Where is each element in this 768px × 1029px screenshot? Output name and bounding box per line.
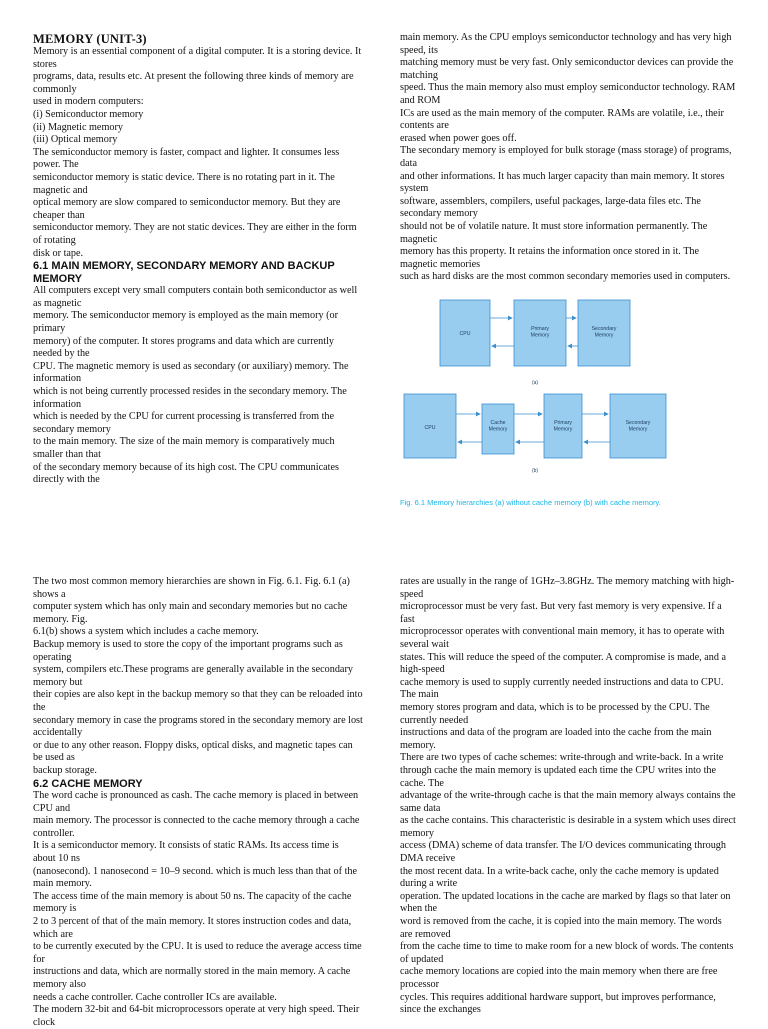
text-line: All computers except very small computers contain both semiconductor as well as magnetic xyxy=(33,285,358,309)
primary-label-a: Primary Memory xyxy=(530,326,550,339)
figure-caption: Fig. 6.1 Memory hierarchies (a) without cache memory (b) with cache memory. xyxy=(400,498,661,507)
cpu-label-b: CPU xyxy=(424,425,436,431)
secondary-label-b: Secondary Memory xyxy=(625,420,651,433)
text-line: states. This will reduce the speed of the computer. A compromise is made, and a high-speed xyxy=(400,651,727,676)
text-line: CPU. The magnetic memory is used as secondary (or auxiliary) memory. The information xyxy=(33,360,349,385)
text-line: secondary memory in case the programs stored in the secondary memory are lost accidentally xyxy=(33,714,363,739)
text-line: from the cache time to time to make room for a new block of words. The contents of updated xyxy=(400,941,734,965)
text-line: microprocessor must be very fast. But very fast memory is very expensive. If a fast xyxy=(400,601,722,625)
text-line: The two most common memory hierarchies are shown in Fig. 6.1. Fig. 6.1 (a) shows a xyxy=(33,576,350,600)
page2-left-column xyxy=(33,576,363,1029)
text-line: advantage of the write-through cache is that the main memory always contains the same data xyxy=(400,790,736,814)
text-line: system, compilers etc.These programs are generally available in the secondary memory but xyxy=(33,664,353,688)
text-line: which is not being currently processed resides in the secondary memory. The information xyxy=(33,386,347,410)
text-line: computer system which has only main and secondary memories but no cache memory. Fig. xyxy=(33,601,348,625)
text-line: access (DMA) scheme of data transfer. The I/O devices communicating through DMA receive xyxy=(400,840,726,865)
text-line: as the cache contains. This characteristic is desirable in a system which uses direct memory xyxy=(400,815,736,839)
page2-right-column xyxy=(400,576,736,1017)
text-line: backup storage. xyxy=(33,764,97,776)
text-line: which is needed by the CPU for current processing is transferred from the secondary memory xyxy=(33,411,335,435)
text-line: ICs are used as the main memory of the computer. RAMs are volatile, i.e., their contents are xyxy=(400,107,724,132)
memory-hierarchy-figure xyxy=(398,296,738,516)
section-heading: MEMORY (UNIT-3) xyxy=(33,32,147,46)
text-line: optical memory are slow compared to semiconductor memory. But they are cheaper than xyxy=(33,197,341,221)
text-line: It is a semiconductor memory. It consists of static RAMs. Its access time is about 10 ns xyxy=(33,840,339,865)
text-line: (iii) Optical memory xyxy=(33,134,118,146)
text-line: The secondary memory is employed for bulk storage (mass storage) of programs, data xyxy=(400,145,732,169)
text-line: matching memory must be very fast. Only semiconductor devices can provide the matching xyxy=(400,57,734,81)
text-line: such as hard disks are the most common secondary memories used in computers. xyxy=(400,271,731,283)
text-line: word is removed from the cache, it is copied into the main memory. The words are removed xyxy=(400,916,722,940)
text-line: (ii) Magnetic memory xyxy=(33,121,123,133)
text-line: The modern 32-bit and 64-bit microprocessors operate at very high speed. Their clock xyxy=(33,1004,360,1028)
text-line: (i) Semiconductor memory xyxy=(33,108,144,120)
text-line: their copies are also kept in the backup memory so that they can be reloaded into the xyxy=(33,689,363,713)
text-line: to be currently executed by the CPU. It is used to reduce the average access time for xyxy=(33,941,362,965)
text-line: microprocessor operates with conventional main memory, it has to operate with several wait xyxy=(400,626,725,650)
text-line: used in modern computers: xyxy=(33,96,144,108)
section-heading: 6.1 MAIN MEMORY, SECONDARY MEMORY AND BACKUP MEMORY xyxy=(33,260,335,285)
text-line: Memory is an essential component of a digital computer. It is a storing device. It stores xyxy=(33,46,362,70)
text-line: main memory. The processor is connected to the cache memory through a cache controller. xyxy=(33,815,360,839)
text-line: memory) of the computer. It stores programs and data which are currently needed by the xyxy=(33,335,334,360)
text-line: disk or tape. xyxy=(33,247,84,259)
text-line: instructions and data, which are normally stored in the main memory. A cache memory also xyxy=(33,966,351,990)
text-line: (nanosecond). 1 nanosecond = 10–9 second. which is much less than that of the main memory. xyxy=(33,865,358,890)
text-line: main memory. As the CPU employs semiconductor technology and has very high speed, its xyxy=(400,32,732,56)
text-line: programs, data, results etc. At present the following three kinds of memory are commonly xyxy=(33,71,354,95)
text-line: The semiconductor memory is faster, compact and lighter. It consumes less power. The xyxy=(33,146,340,171)
text-line: operation. The updated locations in the cache are marked by flags so that later on when the xyxy=(400,890,731,915)
text-line: erased when power goes off. xyxy=(400,132,517,144)
text-line: cycles. This requires additional hardware support, but improves performance, since the exchanges xyxy=(400,991,716,1016)
cpu-label-a: CPU xyxy=(459,331,471,337)
text-line: memory stores program and data, which is to be processed by the CPU. The currently needed xyxy=(400,701,710,726)
text-line: Backup memory is used to store the copy of the important programs such as operating xyxy=(33,638,343,663)
text-line: of the secondary memory because of its high cost. The CPU communicates directly with the xyxy=(33,461,339,486)
text-line: to the main memory. The size of the main memory is comparatively much smaller than that xyxy=(33,436,335,460)
secondary-label-a: Secondary Memory xyxy=(591,326,617,339)
text-line: 2 to 3 percent of that of the main memory. It stores instruction codes and data, which are xyxy=(33,916,352,940)
section-heading: 6.2 CACHE MEMORY xyxy=(33,777,143,790)
text-line: instructions and data of the program are loaded into the cache from the main memory. xyxy=(400,727,712,751)
text-line: the most recent data. In a write-back cache, only the cache memory is updated during a write xyxy=(400,865,719,890)
text-line: semiconductor memory is static device. There is no rotating part in it. The magnetic and xyxy=(33,171,335,196)
label-b: (b) xyxy=(531,468,539,474)
text-line: memory has this property. It retains the information once stored in it. The magnetic memories xyxy=(400,246,700,270)
text-line: cache memory locations are copied into the main memory when there are free processor xyxy=(400,966,718,990)
text-line: needs a cache controller. Cache controller ICs are available. xyxy=(33,991,277,1003)
text-line: memory. The semiconductor memory is employed as the main memory (or primary xyxy=(33,310,338,335)
text-line: rates are usually in the range of 1GHz–3.8GHz. The memory matching with high-speed xyxy=(400,576,735,600)
page1-right-column xyxy=(400,32,736,284)
figure-b xyxy=(404,394,666,474)
text-line: The word cache is pronounced as cash. The cache memory is placed in between CPU and xyxy=(33,790,359,814)
text-line: semiconductor memory. They are not static devices. They are either in the form of rotating xyxy=(33,222,357,246)
text-line: should not be of volatile nature. It must store information permanently. The magnetic xyxy=(400,220,708,245)
text-line: cache memory is used to supply currently needed instructions and data to CPU. The main xyxy=(400,676,724,701)
page1-left-column xyxy=(33,32,363,487)
text-line: and other informations. It has much larger capacity than main memory. It stores system xyxy=(400,170,725,195)
text-line: through cache the main memory is updated each time the CPU writes into the cache. The xyxy=(400,764,717,789)
primary-label-b: Primary Memory xyxy=(553,420,573,433)
text-line: software, assemblers, compilers, useful packages, large-data files etc. The secondary memory xyxy=(400,195,701,220)
figure-a xyxy=(440,300,630,386)
text-line: 6.1(b) shows a system which includes a cache memory. xyxy=(33,626,259,638)
label-a: (a) xyxy=(531,380,539,386)
text-line: speed. Thus the main memory also must employ semiconductor technology. RAM and ROM xyxy=(400,82,736,106)
cache-label-b: Cache Memory xyxy=(488,420,508,433)
text-line: The access time of the main memory is about 50 ns. The capacity of the cache memory is xyxy=(33,890,352,915)
text-line: or due to any other reason. Floppy disks, optical disks, and magnetic tapes can be used as xyxy=(33,739,353,764)
text-line: There are two types of cache schemes: write-through and write-back. In a write xyxy=(400,752,724,764)
